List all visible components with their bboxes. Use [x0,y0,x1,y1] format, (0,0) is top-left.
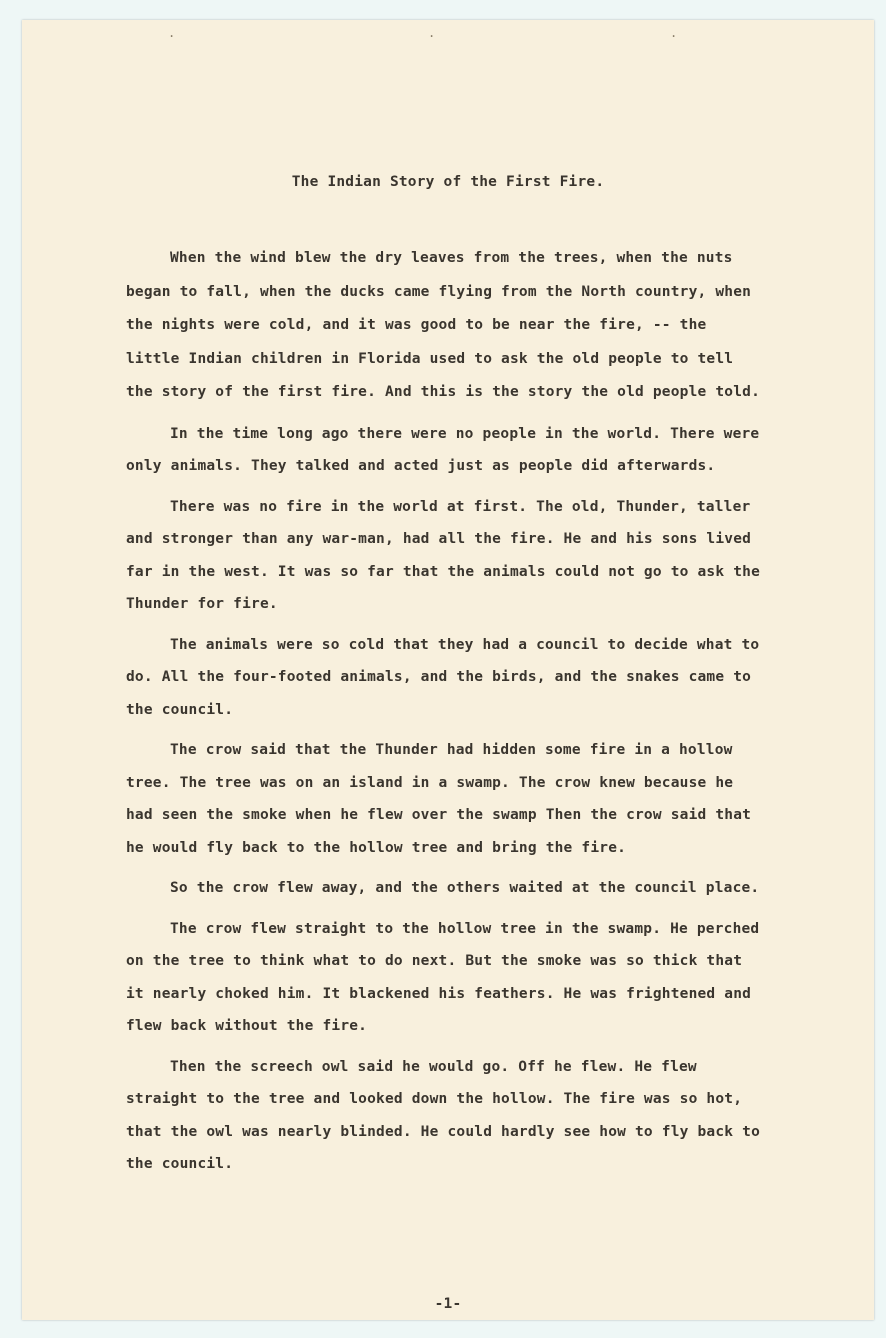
paper-mark: . [168,26,176,40]
paper-sheet [22,20,874,1320]
paragraph: When the wind blew the dry leaves from the trees, when the nuts began to fall, when the ducks came flying from the North country, when the nights were cold, and it was good to be near the fire, -- the little Indian children in Florida used to ask the old people to tell the story of the first fire. And this is the story the old people told. [126,250,761,400]
paper-mark: . [428,26,436,40]
document-body [126,242,766,1189]
paragraph: The crow flew straight to the hollow tree in the swamp. He perched on the tree to think what to do next. But the smoke was so thick that it nearly choked him. It blackened his feathers. He was frightened and flew back without the fire. [126,920,760,1034]
paper-mark: . [670,26,678,40]
page-number: -1- [434,1296,462,1312]
paragraph: Then the screech owl said he would go. Off he flew. He flew straight to the tree and looked down the hollow. The fire was so hot, that the owl was nearly blinded. He could hardly see how to fly back to the council. [126,1058,761,1172]
paragraph: The animals were so cold that they had a council to decide what to do. All the four-footed animals, and the birds, and the snakes came to the council. [126,636,760,718]
paragraph: In the time long ago there were no people in the world. There were only animals. They talked and acted just as people did afterwards. [126,425,760,474]
paragraph: There was no fire in the world at first. The old, Thunder, taller and stronger than any war-man, had all the fire. He and his sons lived far in the west. It was so far that the animals could not go to ask the Thunder for fire. [126,498,761,612]
document-title: The Indian Story of the First Fire. [291,174,605,190]
paragraph: The crow said that the Thunder had hidden some fire in a hollow tree. The tree was on an island in a swamp. The crow knew because he had seen the smoke when he flew over the swamp Then the crow said that he would fly back to the hollow tree and bring the fire. [126,742,752,856]
paragraph: So the crow flew away, and the others waited at the council place. [170,880,760,896]
